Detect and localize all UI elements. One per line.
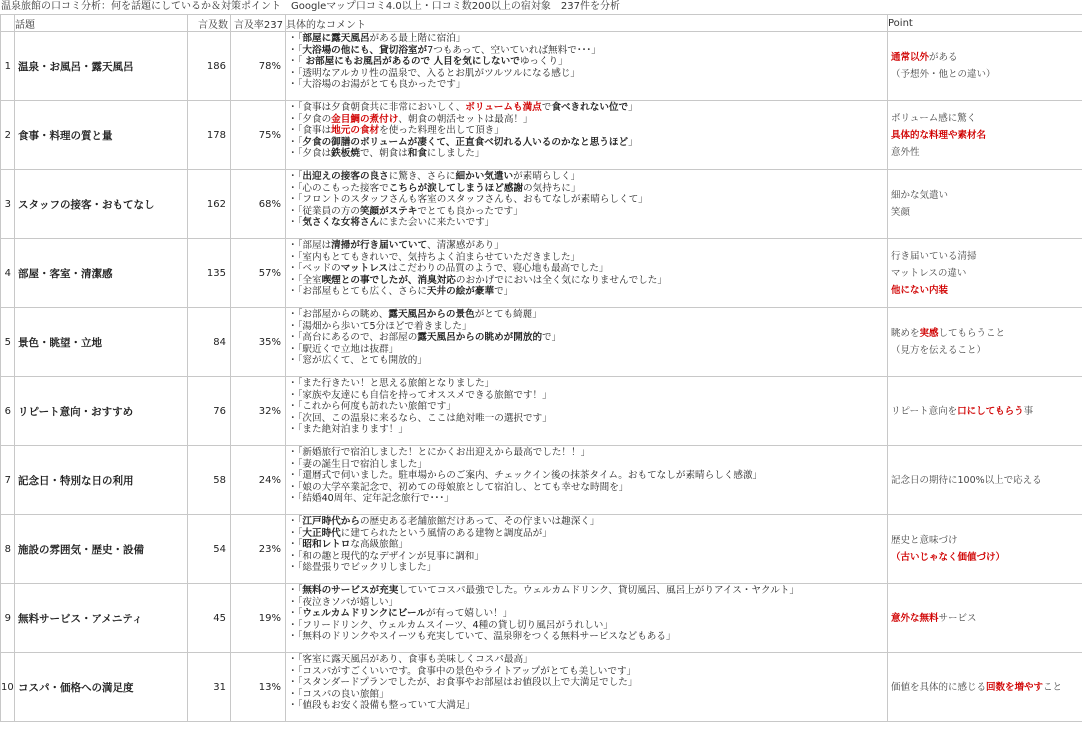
text-segment: 笑顔 [891,207,911,218]
comment-line [288,344,885,356]
point-line [891,610,1082,627]
text-segment: （見方を伝えること） [891,345,987,356]
text-segment: 天井の絵が豪華 [426,286,495,298]
mention-rate-cell[interactable]: 32% [231,377,286,446]
row-number: 9 [1,584,15,653]
text-segment: がとても綺麗」 [474,309,542,320]
comments-cell[interactable] [286,170,888,239]
row-number: 7 [1,446,15,515]
point-cell[interactable] [888,515,1082,584]
text-segment: ・「コスパがすごくいいです。食事中の景色やライトアップがとても美しいです」 [288,665,637,677]
comment-line [288,539,885,551]
point-line [891,144,1082,161]
table-row[interactable] [1,584,1082,653]
point-line [891,679,1082,696]
comment-line [288,551,885,563]
point-cell[interactable] [888,308,1082,377]
text-segment: ・「 [288,527,303,539]
text-segment: の歴史ある老舗旅館だけあって、その佇まいは趣深く」 [359,516,600,527]
text-segment: 記念日の期待に100%以上で応える [891,474,1042,486]
mention-count-cell[interactable]: 178 [188,101,231,170]
table-body [1,32,1082,722]
text-segment: ・「無料のドリンクやスイーツも充実していて、温泉卵をつくる無料サービスなどもある」 [288,631,676,643]
text-segment: ・「部屋は [288,240,332,251]
text-segment: を使った料理を出して頂き」 [379,125,504,137]
point-cell[interactable] [888,239,1082,308]
point-cell[interactable] [888,32,1082,101]
text-segment: ・「また行きたい！と思える旅館となりました」 [288,378,495,389]
topic-cell[interactable]: リピート意向・おすすめ [15,377,188,446]
text-segment: ・「お部屋からの眺め、 [288,309,389,320]
point-line [891,204,1082,221]
point-cell[interactable] [888,584,1082,653]
text-segment: の気持ちに」 [523,182,581,194]
comment-line [288,608,885,620]
comment-line [288,447,885,459]
text-segment: 露天風呂からの眺めが開放的 [417,332,543,344]
point-line [891,532,1082,549]
text-segment: 気さくな女将さん [302,217,380,229]
comment-line [288,217,885,229]
text-segment: こちらが涙してしまうほど感謝 [388,182,524,194]
table-row[interactable] [1,308,1082,377]
text-segment: ・「新婚旅行で宿泊しました！とにかくお出迎えから最高でした！！」 [288,447,591,458]
text-segment: ・「家族や友達にも自信を持ってオススメできる旅館です！」 [288,389,552,401]
comment-line [288,33,885,45]
text-segment: 細かな気遣い [891,190,949,201]
text-segment: 通常以外 [891,52,930,63]
table-row[interactable] [1,170,1082,239]
row-number: 1 [1,32,15,101]
text-segment: 回数を増やす [986,681,1044,693]
comment-line [288,114,885,126]
text-segment: ・「これから何度も訪れたい旅館です」 [288,401,456,413]
table-row[interactable] [1,515,1082,584]
comment-line [288,378,885,390]
mention-count-cell[interactable]: 31 [188,653,231,722]
comment-line [288,528,885,540]
comment-line [288,597,885,609]
text-segment: リピート意向を [891,405,958,417]
text-segment: ・「大浴場のお湯がとても良かったです」 [288,79,466,91]
text-segment: ・「妻の誕生日で宿泊しました」 [288,458,428,470]
text-segment: 昭和レトロ [302,539,351,551]
text-segment: 意外な無料 [891,612,939,624]
text-segment: ・「フロントのスタッフさんも客室のスタッフさんも、おもてなしが素晴らしくて」 [288,194,648,206]
text-segment: 実感 [919,328,939,339]
text-segment: ・「 [288,44,303,56]
text-segment: にしました」 [426,148,485,160]
text-segment: 笑顔がステキ [359,205,418,217]
mention-rate-cell[interactable]: 23% [231,515,286,584]
comments-cell[interactable] [286,377,888,446]
comment-line [288,206,885,218]
text-segment: ・「 [288,171,303,182]
point-cell[interactable] [888,653,1082,722]
header-count: 言及数 [188,15,231,32]
comment-line [288,194,885,206]
text-segment: 喫煙との事でしたが、消臭対応 [321,274,456,286]
comment-line [288,470,885,482]
point-line [891,110,1082,127]
text-segment: マットレスの違い [891,267,967,279]
text-segment: ・「娘の大学卒業記念で、初めての母娘旅として宿泊し、とても幸せな時間を」 [288,481,629,493]
text-segment: お部屋にもお風呂があるので 人目を気にしないで [305,56,520,68]
text-segment: 大正時代 [302,527,341,539]
text-segment: 江戸時代から [302,516,360,527]
text-segment: ・「夜泣きソバが嬉しい」 [288,596,399,608]
text-segment: で、朝食は [359,148,408,160]
point-cell[interactable] [888,101,1082,170]
text-segment: ・「心のこもった接客で [288,182,389,194]
comment-line [288,332,885,344]
text-segment: 大浴場の他にも、貸切浴室が [302,44,428,56]
comment-line [288,56,885,68]
text-segment: に驚き、さらに [388,171,456,182]
point-line [891,248,1082,265]
table-row[interactable] [1,653,1082,722]
point-line [891,472,1082,489]
text-segment: ・「また絶対泊まります！」 [288,424,408,436]
comment-line [288,401,885,413]
text-segment: ウェルカムドリンクにビール [302,608,426,620]
text-segment: ・「夕食は [288,148,332,160]
row-number: 5 [1,308,15,377]
comments-cell[interactable] [286,101,888,170]
comments-cell[interactable] [286,446,888,515]
row-number: 10 [1,653,15,722]
text-segment: ・「窓が広くて、とても開放的」 [288,355,427,367]
text-segment: はこだわりの品質のようで、寝心地も最高でした」 [388,263,609,275]
text-segment: 事 [1023,405,1034,417]
topic-cell[interactable]: 食事・料理の質と量 [15,101,188,170]
topic-cell[interactable]: 部屋・客室・清潔感 [15,239,188,308]
text-segment: ・「コスパの良い旅館」 [288,688,389,700]
text-segment: ・「食事は [288,125,332,137]
text-segment: 行き届いている清掃 [891,250,977,262]
comments-cell[interactable] [286,239,888,308]
text-segment: がある [929,52,958,63]
text-segment: 清掃が行き届いていて [331,240,428,251]
mention-count-cell[interactable]: 58 [188,446,231,515]
comment-line [288,79,885,91]
text-segment: 金目鯛の煮付け [331,113,399,125]
text-segment: 他にない内装 [891,284,949,296]
mention-count-cell[interactable]: 45 [188,584,231,653]
text-segment: ・「 [288,33,303,44]
point-line [891,187,1082,204]
text-segment: 食べきれない位で [551,102,629,113]
point-line [891,265,1082,282]
topic-cell[interactable]: 施設の雰囲気・歴史・設備 [15,515,188,584]
header-comments: 具体的なコメント [286,15,888,32]
point-line [891,549,1082,566]
text-segment: 和食 [407,148,427,160]
sheet-title: 温泉旅館の口コミ分析：何を話題にしているか＆対策ポイント Googleマップ口コミ4.0以上・口コミ数200以上の宿対象 237件を分析 [1,1,620,12]
text-segment: 、朝食の朝活セットは最高！」 [398,113,533,125]
text-segment: ・「透明なアルカリ性の温泉で、入るとお肌がツルツルになる感じ」 [288,67,581,79]
text-segment: ・「高台にあるので、お部屋の [288,332,418,344]
mention-rate-cell[interactable]: 75% [231,101,286,170]
comments-cell[interactable] [286,653,888,722]
table-row[interactable] [1,32,1082,101]
text-segment: （予想外・他との違い） [891,69,996,80]
text-segment: サービス [938,612,977,624]
text-segment: が有って嬉しい！」 [425,608,513,620]
comment-line [288,459,885,471]
point-line [891,403,1082,420]
text-segment: ・「結婚40周年、定年記念旅行で･･･」 [288,493,454,505]
text-segment: 、清潔感があり」 [427,240,504,251]
header-rate: 言及率237 [231,15,286,32]
text-segment: 無料のサービスが充実 [302,585,399,596]
row-number: 4 [1,239,15,308]
comment-line [288,413,885,425]
text-segment: ・「次回、この温泉に来るなら、ここは絶対唯一の選択です」 [288,412,552,424]
row-number: 3 [1,170,15,239]
point-line [891,49,1082,66]
comment-line [288,689,885,701]
text-segment: ・「客室に露天風呂があり、食事も美味しくコスパ最高」 [288,654,533,665]
topic-cell[interactable]: 無料サービス・アメニティ [15,584,188,653]
text-segment: で」 [542,332,562,344]
text-segment: ・「従業員の方の [288,205,360,217]
table-row[interactable] [1,101,1082,170]
mention-count-cell[interactable]: 186 [188,32,231,101]
text-segment: ・「室内もとてもきれいで、気持ちよく泊まらせていただきました」 [288,251,581,263]
text-segment: ・「還暦式で伺いました。駐車場からのご案内、チェックイン後の抹茶タイム。おもてなしが素晴らしく感激」 [288,470,763,482]
text-segment: ゆっくり」 [519,56,568,68]
comment-line [288,321,885,333]
text-segment: で」 [494,286,514,298]
mention-rate-cell[interactable]: 19% [231,584,286,653]
text-segment: してもらうこと [938,328,1006,339]
text-segment: ・「 [288,516,303,527]
text-segment: 夕食の御膳のボリュームが凄くて、正直食べ切れる人いるのかなと思うほど [302,136,629,148]
comment-line [288,183,885,195]
text-segment: ・「ベッドの [288,263,341,275]
comments-cell[interactable] [286,515,888,584]
mention-rate-cell[interactable]: 35% [231,308,286,377]
mention-rate-cell[interactable]: 57% [231,239,286,308]
topic-cell[interactable]: 記念日・特別な日の利用 [15,446,188,515]
text-segment: ボリュームも満点 [465,102,542,113]
comment-line [288,482,885,494]
comment-line [288,137,885,149]
text-segment: ・「食事は夕食朝食共に非常においしく、 [288,102,466,113]
text-segment: ・「総畳張りでビックリしました」 [288,562,437,574]
text-segment: にまた会いに来たいです」 [379,217,495,229]
text-segment: ・「値段もお安く設備も整っていて大満足」 [288,700,476,712]
point-line [891,325,1082,342]
point-cell[interactable] [888,377,1082,446]
topic-cell[interactable]: コスパ・価格への満足度 [15,653,188,722]
comment-line [288,620,885,632]
text-segment: 」 [628,102,638,113]
comment-line [288,45,885,57]
text-segment: で [541,102,552,113]
topic-cell[interactable]: スタッフの接客・おもてなし [15,170,188,239]
comment-line [288,631,885,643]
comment-line [288,562,885,574]
analysis-table [0,14,1082,722]
point-line [891,282,1082,299]
text-segment: ・「お部屋もとても広く、さらに [288,286,427,298]
text-segment: 意外性 [891,146,920,158]
comments-cell[interactable] [286,584,888,653]
text-segment: 部屋に露天風呂 [302,33,370,44]
text-segment: こと [1043,681,1063,693]
text-segment: ・「 [288,136,303,148]
topic-cell[interactable]: 温泉・お風呂・露天風呂 [15,32,188,101]
text-segment: 」 [628,136,638,148]
text-segment: 歴史と意味づけ [891,535,958,546]
mention-count-cell[interactable]: 135 [188,239,231,308]
mention-count-cell[interactable]: 162 [188,170,231,239]
point-line [891,342,1082,359]
comment-line [288,275,885,287]
mention-rate-cell[interactable]: 78% [231,32,286,101]
text-segment: のおかげでにおいは全く気になりませんでした」 [455,274,667,286]
text-segment: 出迎えの接客の良さ [302,171,389,182]
comment-line [288,68,885,80]
text-segment: ・「スタンダードプランでしたが、お食事やお部屋はお値段以上で大満足でした」 [288,677,638,689]
comments-cell[interactable] [286,32,888,101]
text-segment: 7つもあって、空いていれば無料で･･･」 [427,44,601,56]
mention-count-cell[interactable]: 54 [188,515,231,584]
text-segment: がある最上階に宿泊」 [369,33,466,44]
topic-cell[interactable]: 景色・眺望・立地 [15,308,188,377]
mention-rate-cell[interactable]: 13% [231,653,286,722]
text-segment: が素晴らしく」 [513,171,581,182]
comment-line [288,516,885,528]
text-segment: 地元の食材 [331,125,380,137]
comment-line [288,424,885,436]
comment-line [288,240,885,252]
comment-line [288,493,885,505]
text-segment: ・「夕食の [288,113,332,125]
comment-line [288,286,885,298]
comment-line [288,309,885,321]
text-segment: に建てられたという風情のある建物と調度品が」 [340,527,552,539]
mention-rate-cell[interactable]: 24% [231,446,286,515]
text-segment: マットレス [340,263,389,275]
text-segment: ・「和の趣と現代的なデザインが見事に調和」 [288,550,484,562]
comment-line [288,700,885,712]
text-segment: ・「フリードリンク、ウェルカムスイーツ、4種の貸し切り風呂がうれしい」 [288,619,613,631]
text-segment: ボリューム感に驚く [891,112,977,124]
text-segment: していてコスパ最強でした。ウェルカムドリンク、貸切風呂、風呂上がりアイス・ヤクルト」 [398,585,800,596]
text-segment: 露天風呂からの景色 [388,309,475,320]
point-cell[interactable] [888,446,1082,515]
mention-count-cell[interactable]: 76 [188,377,231,446]
row-number: 6 [1,377,15,446]
comment-line [288,102,885,114]
point-line [891,66,1082,83]
comment-line [288,390,885,402]
row-number: 2 [1,101,15,170]
row-number: 8 [1,515,15,584]
text-segment: 鉄板焼 [331,148,360,160]
text-segment: ・「 [288,608,303,620]
text-segment: 眺めを [891,328,920,339]
text-segment: 細かい気遣い [455,171,514,182]
comments-cell[interactable] [286,308,888,377]
text-segment: 具体的な料理や素材名 [891,129,987,141]
text-segment: （古いじゃなく価値づけ） [891,552,1006,563]
comment-line [288,654,885,666]
point-cell[interactable] [888,170,1082,239]
text-segment: な高級旅館」 [350,539,408,551]
header-topic: 話題 [15,15,188,32]
text-segment: ・「全室 [288,274,322,286]
comment-line [288,585,885,597]
comment-line [288,171,885,183]
header-row [1,15,1082,32]
comment-line [288,355,885,367]
header-no [1,15,15,32]
comment-line [288,148,885,160]
text-segment: でとても良かったです」 [417,205,523,217]
text-segment: 口にしてもらう [957,405,1024,417]
table-row[interactable] [1,446,1082,515]
comment-line [288,677,885,689]
point-line [891,127,1082,144]
comment-line [288,252,885,264]
text-segment: ・「湯畑から歩いて5分ほどで着きました」 [288,320,472,332]
text-segment: ・「 [288,56,306,68]
comment-line [288,666,885,678]
text-segment: ・「駅近くで立地は抜群」 [288,343,399,355]
comment-line [288,125,885,137]
mention-rate-cell[interactable]: 68% [231,170,286,239]
mention-count-cell[interactable]: 84 [188,308,231,377]
text-segment: ・「 [288,217,303,229]
text-segment: ・「 [288,539,303,551]
table-row[interactable] [1,239,1082,308]
header-point: Point [888,15,1082,32]
comment-line [288,263,885,275]
table-row[interactable] [1,377,1082,446]
text-segment: ・「 [288,585,303,596]
text-segment: 価値を具体的に感じる [891,681,987,693]
